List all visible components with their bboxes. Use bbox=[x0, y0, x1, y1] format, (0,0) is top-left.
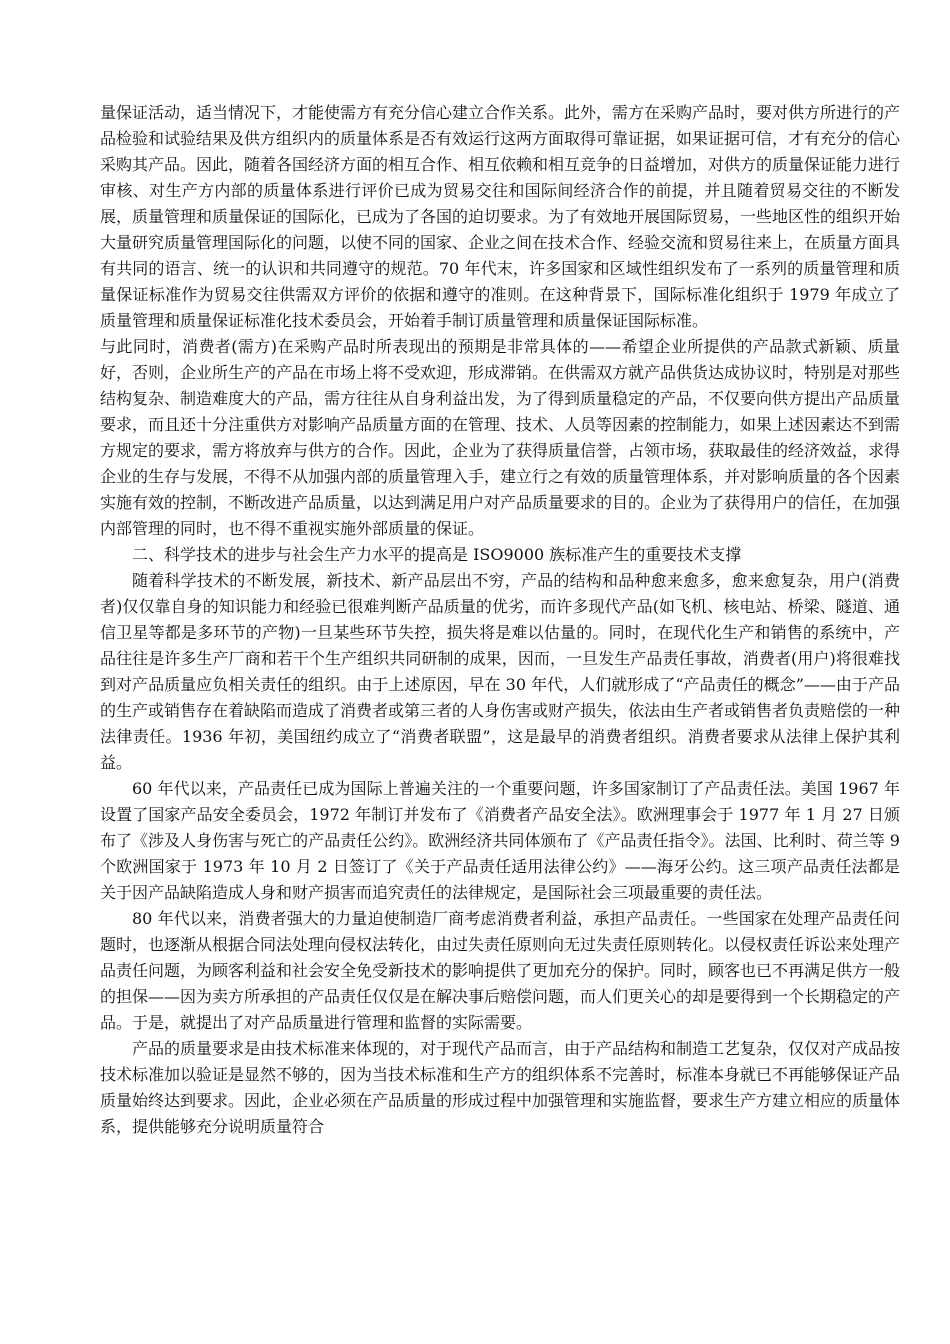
paragraph-1980s-consumer-power: 80 年代以来，消费者强大的力量迫使制造厂商考虑消费者利益，承担产品责任。一些国家在处理产品责任问题时，也逐渐从根据合同法处理向侵权法转化，由过失责任原则向无过失责任原则转化。以侵权责任诉讼来处理产品责任问题，为顾客利益和社会安全免受新技术的影响提供了更加充分的保护。同时，顾客也已不再满足供方一般的担保——因为卖方所承担的产品责任仅仅是在解决事后赔偿问题，而人们更关心的却是要得到一个长期稳定的产品。于是，就提出了对产品质量进行管理和监督的实际需要。 bbox=[100, 909, 901, 1032]
section-heading-two: 二、科学技术的进步与社会生产力水平的提高是 ISO9000 族标准产生的重要技术支撑 bbox=[132, 545, 742, 564]
paragraph-technical-standards: 产品的质量要求是由技术标准来体现的，对于现代产品而言，由于产品结构和制造工艺复杂，仅仅对产成品按技术标准加以验证是显然不够的，因为当技术标准和生产方的组织体系不完善时，标准本身就已不再能够保证产品质量始终达到要求。因此，企业必须在产品质量的形成过程中加强管理和实施监督，要求生产方建立相应的质量体系，提供能够充分说明质量符合 bbox=[100, 1039, 901, 1136]
paragraph-consumer-expectations: 与此同时，消费者(需方)在采购产品时所表现出的预期是非常具体的——希望企业所提供的产品款式新颖、质量好，否则，企业所生产的产品在市场上将不受欢迎，形成滞销。在供需双方就产品供货达成协议时，特别是对那些结构复杂、制造难度大的产品，需方往往从自身利益出发，为了得到质量稳定的产品，不仅要向供方提出产品质量要求，而且还十分注重供方对影响产品质量方面的在管理、技术、人员等因素的控制能力，如果上述因素达不到需方规定的要求，需方将放弃与供方的合作。因此，企业为了获得质量信誉，占领市场，获取最佳的经济效益，求得企业的生存与发展，不得不从加强内部的质量管理入手，建立行之有效的质量管理体系，并对影响质量的各个因素实施有效的控制，不断改进产品质量，以达到满足用户对产品质量要求的目的。企业为了获得用户的信任，在加强内部管理的同时，也不得不重视实施外部质量的保证。 bbox=[100, 337, 901, 538]
document-page bbox=[100, 100, 900, 1140]
paragraph-technology-progress: 随着科学技术的不断发展，新技术、新产品层出不穷，产品的结构和品种愈来愈多，愈来愈复杂，用户(消费者)仅仅靠自身的知识能力和经验已很难判断产品质量的优劣，而许多现代产品(如飞机、核电站、桥梁、隧道、通信卫星等都是多环节的产物)一旦某些环节失控，损失将是难以估量的。同时，在现代化生产和销售的系统中，产品往往是许多生产厂商和若干个生产组织共同研制的成果，因而，一旦发生产品责任事故，消费者(用户)将很难找到对产品质量应负相关责任的组织。由于上述原因，早在 30 年代，人们就形成了“产品责任的概念”——由于产品的生产或销售存在着缺陷而造成了消费者或第三者的人身伤害或财产损失，依法由生产者或销售者负责赔偿的一种法律责任。1936 年初，美国纽约成立了“消费者联盟”，这是最早的消费者组织。消费者要求从法律上保护其利益。 bbox=[100, 571, 901, 772]
paragraph-quality-assurance-intl: 量保证活动，适当情况下，才能使需方有充分信心建立合作关系。此外，需方在采购产品时，要对供方所进行的产品检验和试验结果及供方组织内的质量体系是否有效运行这两方面取得可靠证据，如果证据可信，才有充分的信心采购其产品。因此，随着各国经济方面的相互合作、相互依赖和相互竞争的日益增加，对供方的质量保证能力进行审核、对生产方内部的质量体系进行评价已成为贸易交往和国际间经济合作的前提，并且随着贸易交往的不断发展，质量管理和质量保证的国际化，已成为了各国的迫切要求。为了有效地开展国际贸易，一些地区性的组织开始大量研究质量管理国际化的问题，以使不同的国家、企业之间在技术合作、经验交流和贸易往来上，在质量方面具有共同的语言、统一的认识和共同遵守的规范。70 年代末，许多国家和区域性组织发布了一系列的质量管理和质量保证标准作为贸易交往供需双方评价的依据和遵守的准则。在这种背景下，国际标准化组织于 1979 年成立了质量管理和质量保证标准化技术委员会，开始着手制订质量管理和质量保证国际标准。 bbox=[100, 103, 901, 330]
paragraph-1960s-product-liability: 60 年代以来，产品责任已成为国际上普遍关注的一个重要问题，许多国家制订了产品责任法。美国 1967 年设置了国家产品安全委员会，1972 年制订并发布了《消费者产品安全法》。欧洲理事会于 1977 年 1 月 27 日颁布了《涉及人身伤害与死亡的产品责任公约》。欧洲经济共同体颁布了《产品责任指令》。法国、比利时、荷兰等 9 个欧洲国家于 1973 年 10 月 2 日签订了《关于产品责任适用法律公约》——海牙公约。这三项产品责任法都是关于因产品缺陷造成人身和财产损害而追究责任的法律规定，是国际社会三项最重要的责任法。 bbox=[100, 779, 900, 902]
